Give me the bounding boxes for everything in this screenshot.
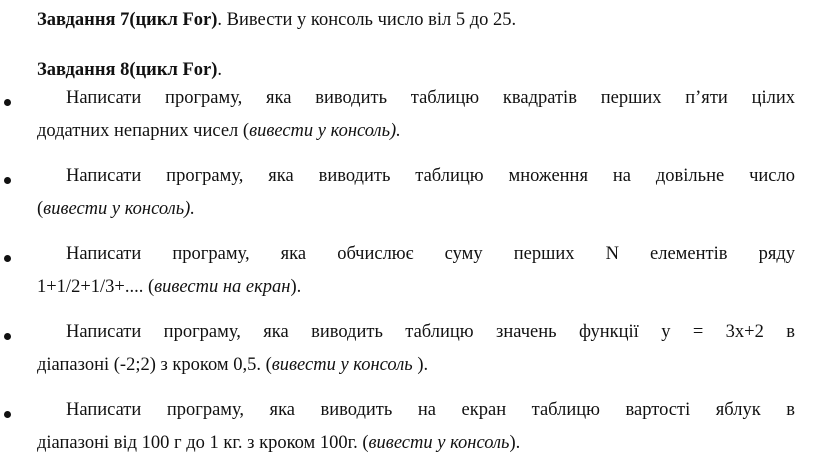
bullet-icon — [4, 99, 11, 106]
bullet-icon — [4, 255, 11, 262]
list-item-line2: додатних непарних чисел (вивести у консоль). — [37, 121, 401, 141]
italic-note: вивести у консоль — [271, 355, 413, 375]
list-item-line2: діапазоні (-2;2) з кроком 0,5. (вивести у консоль ). — [37, 355, 429, 375]
italic-note: вивести на екран — [154, 277, 291, 297]
bullet-icon — [4, 177, 11, 184]
italic-note: вивести у консоль). — [249, 121, 401, 141]
bullet-icon — [4, 411, 11, 418]
list-item-line1: Написати програму, яка обчислює суму перших N елементів ряду — [66, 244, 795, 264]
list-item-line1: Написати програму, яка виводить таблицю множення на довільне число — [66, 166, 795, 186]
italic-note: вивести у консоль). — [43, 199, 195, 219]
bullet-icon — [4, 333, 11, 340]
list-item-line2: діапазоні від 100 г до 1 кг. з кроком 100г. (вивести у консоль). — [37, 433, 521, 453]
list-item-line2: 1+1/2+1/3+.... (вивести на екран). — [37, 277, 302, 297]
list-item-line1: Написати програму, яка виводить таблицю значень функції y = 3x+2 в — [66, 322, 795, 342]
list-item-line1: Написати програму, яка виводить таблицю квадратів перших п’яти цілих — [66, 88, 795, 108]
task-7-heading: Завдання 7(цикл For) — [37, 10, 218, 30]
task-8-heading-line — [37, 60, 222, 81]
italic-note: вивести у консоль — [368, 433, 510, 453]
task-8-suffix: . — [217, 60, 223, 80]
list-item-line2: (вивести у консоль). — [37, 199, 195, 219]
list-item-line1: Написати програму, яка виводить на екран таблицю вартості яблук в — [66, 400, 795, 420]
task-7-text: . Вивести у консоль число віл 5 до 25. — [217, 10, 517, 30]
task-7 — [37, 10, 516, 31]
task-8-heading: Завдання 8(цикл For) — [37, 60, 218, 80]
